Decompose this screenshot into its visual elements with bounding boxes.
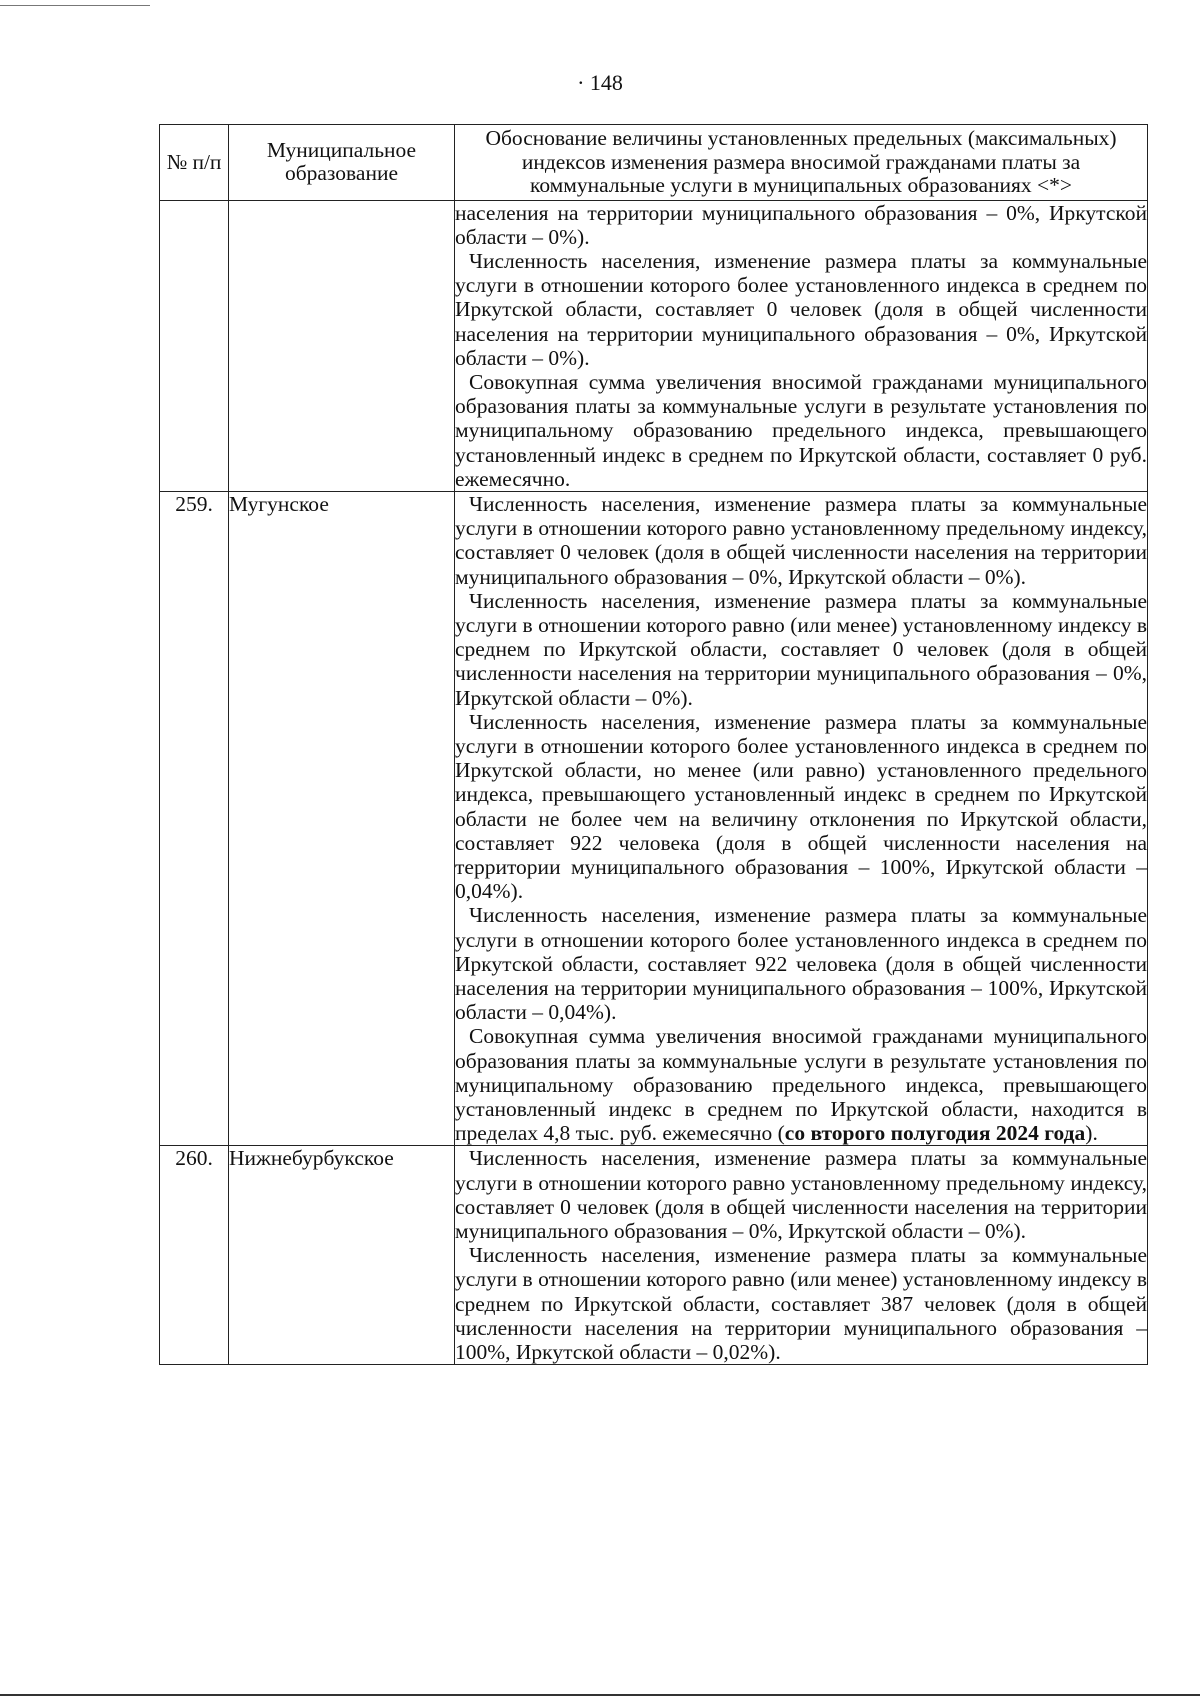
paragraph: Численность населения, изменение размера платы за коммунальные услуги в отношении которого более установленного индекса в среднем по Иркутской области, но менее (или равно) установленного предельного индекса, превышающего установленный индекс в среднем по Иркутской области не более чем на величину отклонения по Иркутской области, составляет 922 человека (доля в общей численности населения на территории муниципального образования – 100%, Иркутской области – 0,04%). (455, 709, 1147, 904)
header-num: № п/п (160, 125, 229, 201)
paragraph: Численность населения, изменение размера платы за коммунальные услуги в отношении которого равно (или менее) установленному индексу в среднем по Иркутской области, составляет 387 человек (доля в общей численности населения на территории муниципального образования – 100%, Иркутской области – 0,02%). (455, 1243, 1147, 1365)
paragraph: Численность населения, изменение размера платы за коммунальные услуги в отношении которого равно (или менее) установленному индексу в среднем по Иркутской области, составляет 0 человек (доля в общей численности населения на территории муниципального образования – 0%, Иркутской области – 0%). (455, 588, 1147, 710)
page-number: · 148 (577, 70, 623, 95)
header-municipality: Муниципальное образование (229, 125, 455, 201)
bold-period: со второго полугодия 2024 года (784, 1121, 1086, 1146)
scan-artifact-line (0, 5, 150, 6)
paragraph: Численность населения, изменение размера платы за коммунальные услуги в отношении которого равно установленному предельному индексу, составляет 0 человек (доля в общей численности населения на территории муниципального образования – 0%, Иркутской области – 0%). (455, 1146, 1147, 1244)
paragraph-tail: ). (1085, 1121, 1098, 1146)
table-row (160, 200, 1148, 491)
row-municipality: Мугунское (229, 491, 455, 1145)
paragraph: Численность населения, изменение размера платы за коммунальные услуги в отношении которого равно установленному предельному индексу, составляет 0 человек (доля в общей численности населения на территории муниципального образования – 0%, Иркутской области – 0%). (455, 491, 1147, 589)
row-justification (455, 491, 1148, 1145)
row-municipality (229, 200, 455, 491)
paragraph: населения на территории муниципального образования – 0%, Иркутской области – 0%). (455, 200, 1147, 249)
row-justification (455, 1146, 1148, 1365)
row-municipality: Нижнебурбукское (229, 1146, 455, 1365)
table-row (160, 491, 1148, 1145)
table-header-row (160, 125, 1148, 201)
row-num: 259. (160, 491, 229, 1145)
header-justification: Обоснование величины установленных предельных (максимальных) индексов изменения размера вносимой гражданами платы за коммунальные услуги в муниципальных образованиях <*> (455, 125, 1148, 201)
row-justification (455, 200, 1148, 491)
paragraph: Численность населения, изменение размера платы за коммунальные услуги в отношении которого более установленного индекса в среднем по Иркутской области, составляет 0 человек (доля в общей численности населения на территории муниципального образования – 0%, Иркутской области – 0%). (455, 248, 1147, 370)
paragraph: Совокупная сумма увеличения вносимой гражданами муниципального образования платы за коммунальные услуги в результате установления по муниципальному образованию предельного индекса, превышающего установленный индекс в среднем по Иркутской области, составляет 0 руб. ежемесячно. (455, 369, 1147, 491)
municipal-index-table (159, 124, 1148, 1365)
row-num (160, 200, 229, 491)
paragraph: Численность населения, изменение размера платы за коммунальные услуги в отношении которого более установленного индекса в среднем по Иркутской области, составляет 922 человека (доля в общей численности населения на территории муниципального образования – 100%, Иркутской области – 0,04%). (455, 903, 1147, 1025)
scan-artifact-line (0, 1694, 1200, 1696)
row-num: 260. (160, 1146, 229, 1365)
paragraph-text: Совокупная сумма увеличения вносимой гражданами муниципального образования платы за коммунальные услуги в результате установления по муниципальному образованию предельного индекса, превышающего установленный индекс в среднем по Иркутской области, находится в пределах 4,8 тыс. руб. ежемесячно ( (455, 1024, 1147, 1146)
paragraph (455, 1024, 1147, 1145)
table-row (160, 1146, 1148, 1365)
